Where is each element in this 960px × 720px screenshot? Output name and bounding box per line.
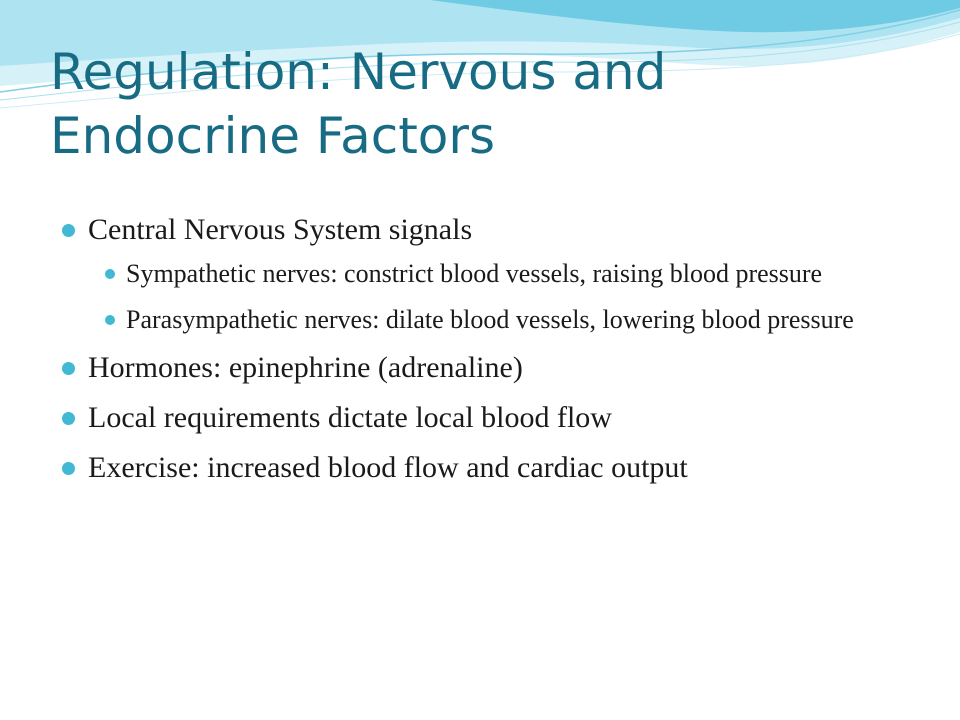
bullet-item-local-requirements: Local requirements dictate local blood flow xyxy=(60,398,900,438)
bullet-item-exercise: Exercise: increased blood flow and cardiac output xyxy=(60,448,900,488)
sub-bullet-item-sympathetic: Sympathetic nerves: constrict blood vessels, raising blood pressure xyxy=(88,256,900,292)
bullet-item-cns-signals xyxy=(60,210,900,338)
sub-bullet-list xyxy=(88,256,900,338)
bullet-list xyxy=(60,210,900,498)
sub-bullet-item-parasympathetic: Parasympathetic nerves: dilate blood vessels, lowering blood pressure xyxy=(88,302,900,338)
bullet-text: Central Nervous System signals xyxy=(88,213,473,246)
bullet-item-hormones: Hormones: epinephrine (adrenaline) xyxy=(60,348,900,388)
slide-title: Regulation: Nervous and Endocrine Factors xyxy=(50,43,667,165)
